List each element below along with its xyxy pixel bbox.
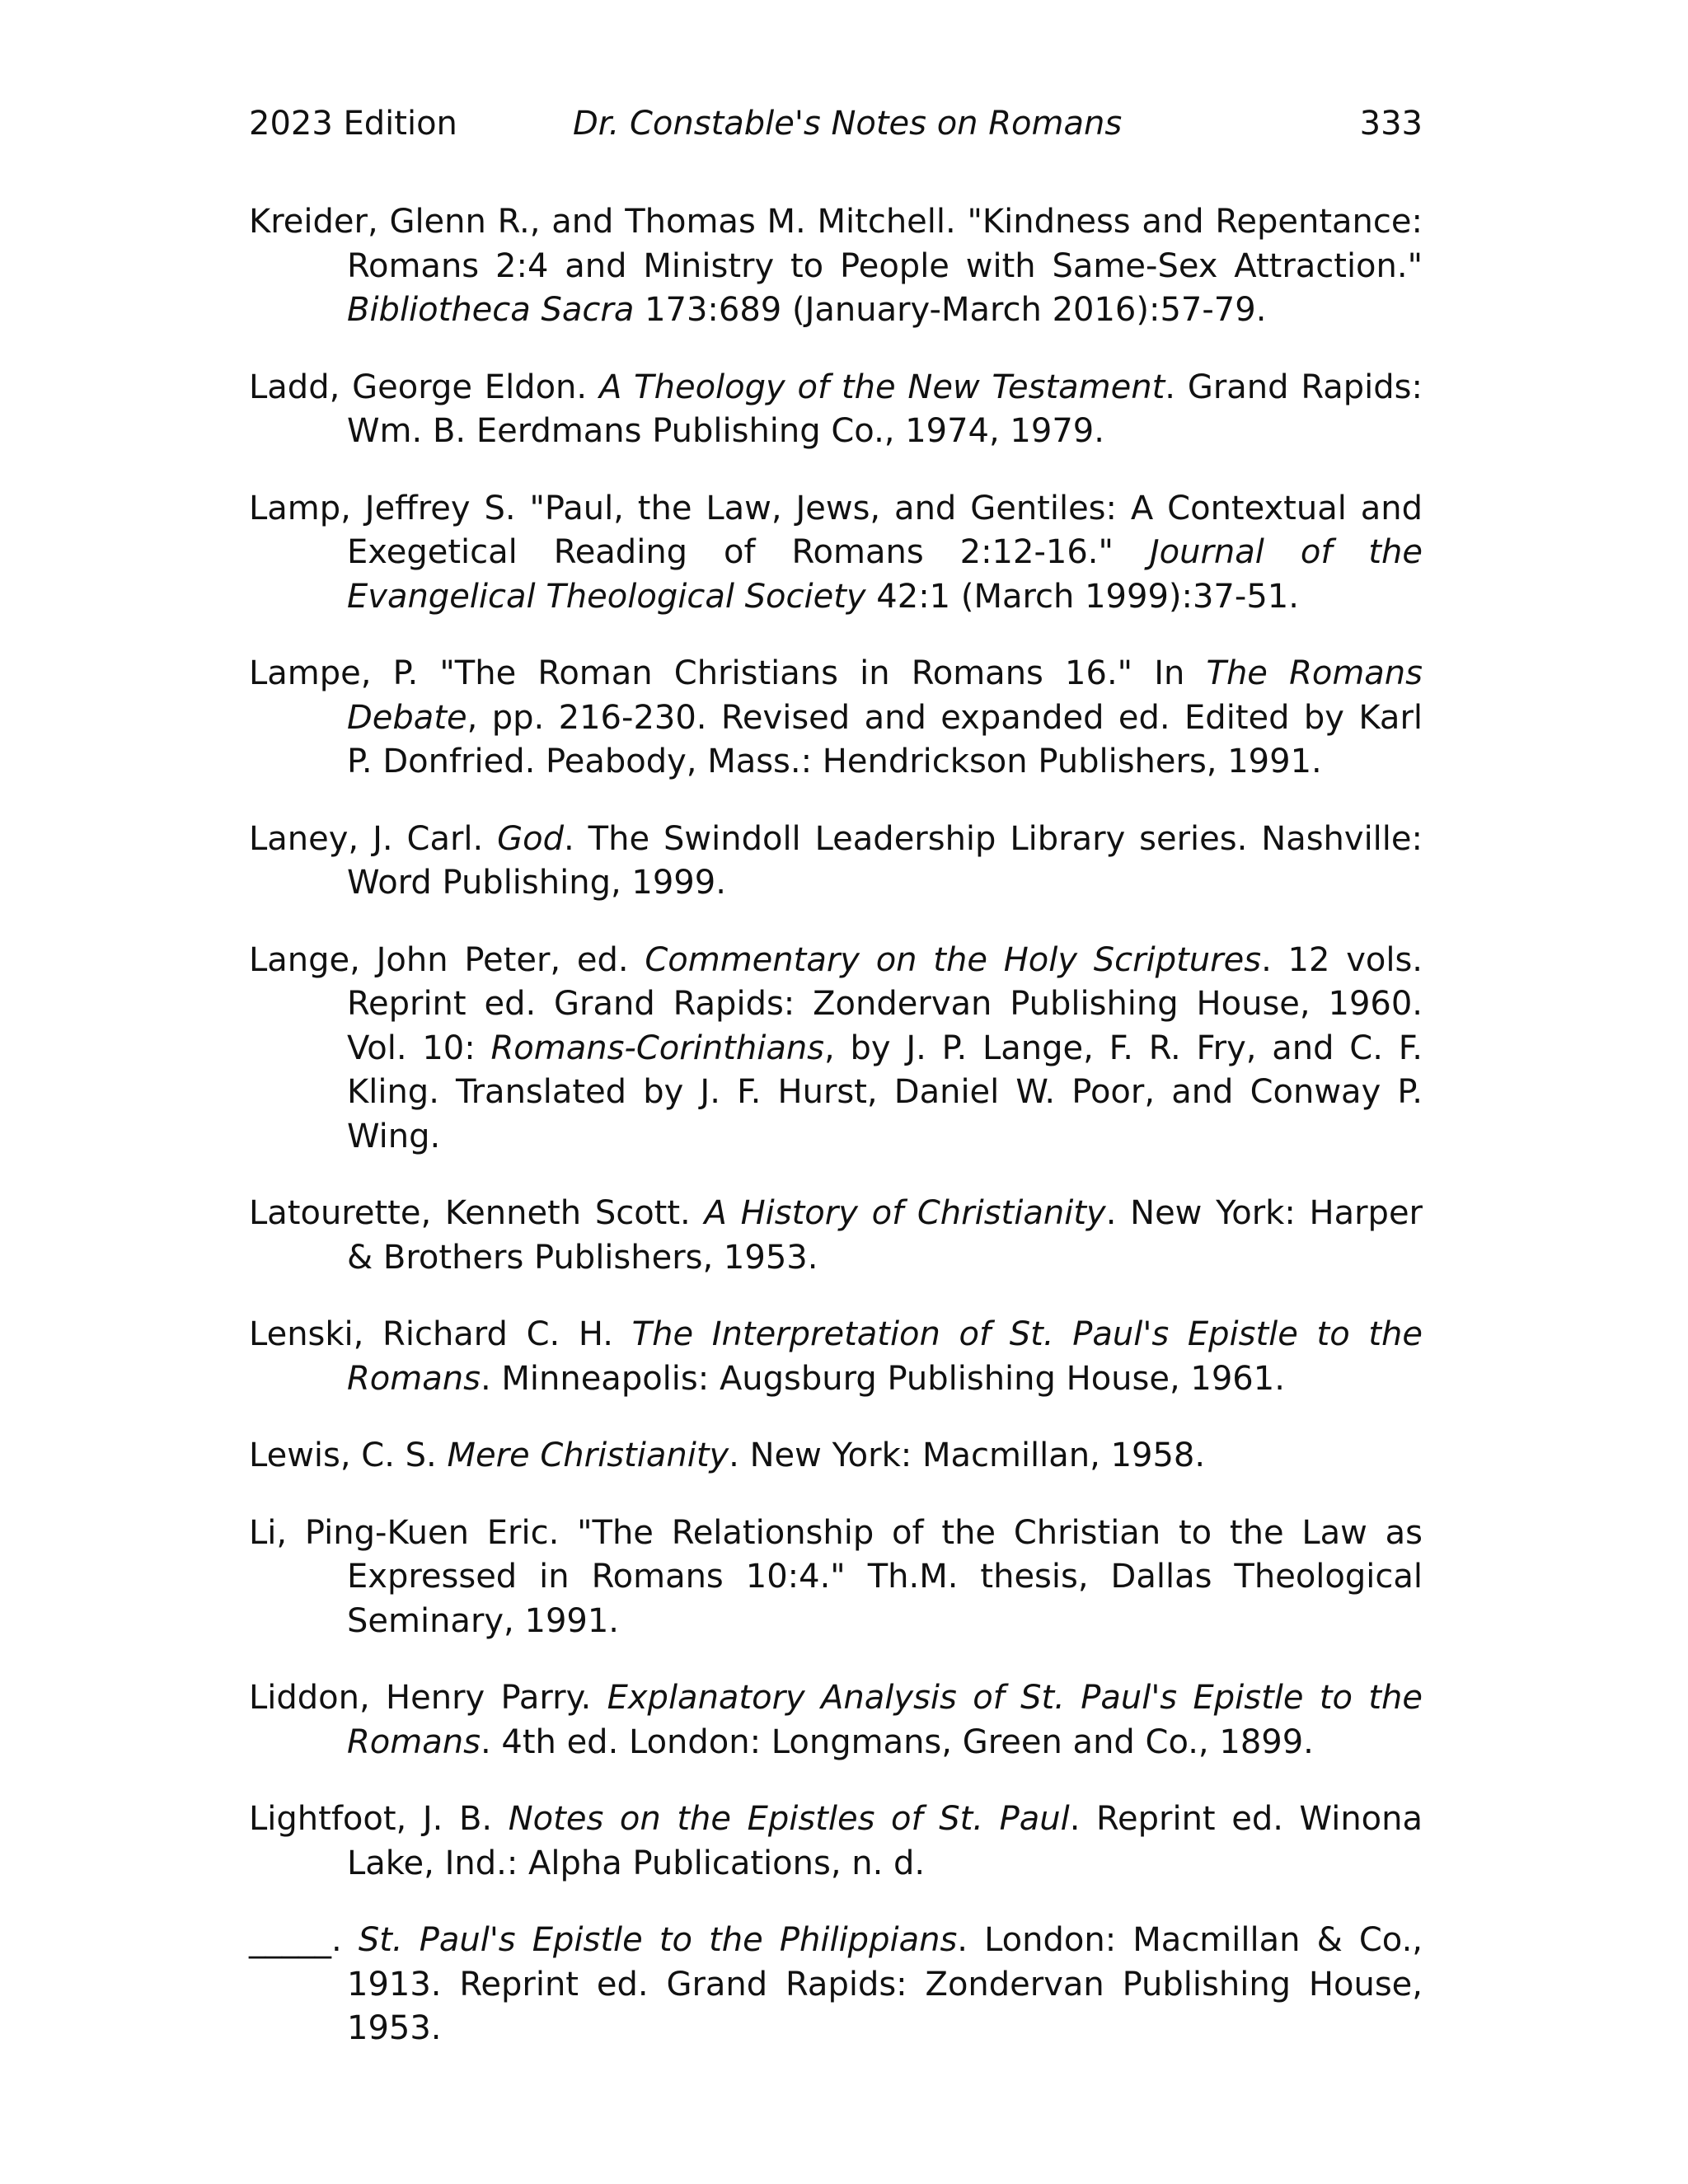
bibliography-entry: Ladd, George Eldon. A Theology of the New Testament. Grand Rapids: Wm. B. Eerdmans Publishing Co., 1974, 1979. [249,368,1423,450]
bibliography-entry: Laney, J. Carl. God. The Swindoll Leadership Library series. Nashville: Word Publishing, 1999. [249,819,1423,902]
bibliography-list [249,200,1423,2084]
document-title: Dr. Constable's Notes on Romans [573,105,1123,143]
bibliography-entry: Lampe, P. "The Roman Christians in Romans 16." In The Romans Debate, pp. 216-230. Revised and expanded ed. Edited by Karl P. Donfried. Peabody, Mass.: Hendrickson Publishers, 1991. [249,654,1423,780]
bibliography-entry: Lightfoot, J. B. Notes on the Epistles of St. Paul. Reprint ed. Winona Lake, Ind.: Alpha Publications, n. d. [249,1800,1423,1882]
bibliography-entry: Lewis, C. S. Mere Christianity. New York: Macmillan, 1958. [249,1436,1206,1474]
edition-label: 2023 Edition [249,105,457,143]
bibliography-entry: Latourette, Kenneth Scott. A History of Christianity. New York: Harper & Brothers Publishers, 1953. [249,1194,1423,1277]
running-header [249,101,1423,147]
bibliography-entry: Li, Ping-Kuen Eric. "The Relationship of the Christian to the Law as Expressed in Romans 10:4." Th.M. thesis, Dallas Theological Seminary, 1991. [249,1513,1423,1640]
page-number: 333 [1359,105,1423,143]
bibliography-entry: Lange, John Peter, ed. Commentary on the Holy Scriptures. 12 vols. Reprint ed. Grand Rapids: Zondervan Publishing House, 1960. Vol. 10: Romans-Corinthians, by J. P. Lange, F. R. Fry, and C. F. Kling. Translated by J. F. Hurst, Daniel W. Poor, and Conway P. Wing. [249,940,1423,1155]
bibliography-entry: Kreider, Glenn R., and Thomas M. Mitchell. "Kindness and Repentance: Romans 2:4 and Ministry to People with Same-Sex Attraction." Bibliotheca Sacra 173:689 (January-March 2016):57-79. [249,203,1423,329]
bibliography-entry: Liddon, Henry Parry. Explanatory Analysis of St. Paul's Epistle to the Romans. 4th ed. London: Longmans, Green and Co., 1899. [249,1679,1423,1761]
bibliography-entry: _____. St. Paul's Epistle to the Philippians. London: Macmillan & Co., 1913. Reprint ed. Grand Rapids: Zondervan Publishing House, 1953. [249,1921,1423,2047]
bibliography-entry: Lamp, Jeffrey S. "Paul, the Law, Jews, and Gentiles: A Contextual and Exegetical Reading of Romans 2:12-16." Journal of the Evangelical Theological Society 42:1 (March 1999):37-51. [249,489,1423,616]
bibliography-entry: Lenski, Richard C. H. The Interpretation of St. Paul's Epistle to the Romans. Minneapolis: Augsburg Publishing House, 1961. [249,1315,1423,1398]
